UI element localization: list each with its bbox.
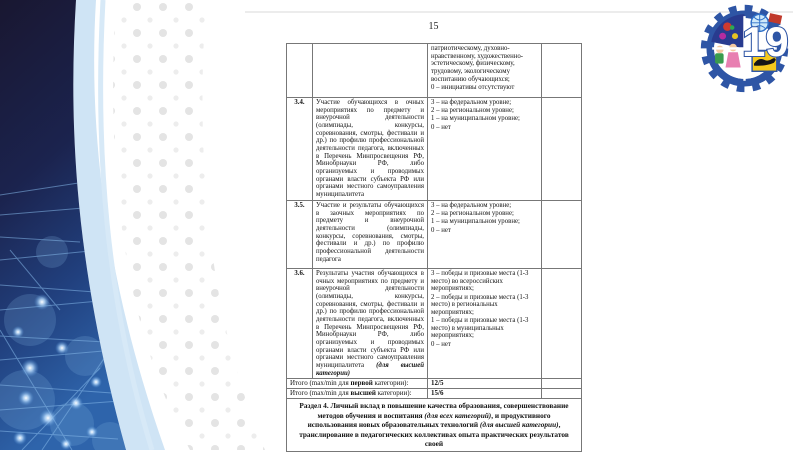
total-label-bold: первой xyxy=(350,379,373,388)
table-row-3-4 xyxy=(287,98,582,201)
section4-text: , и продуктивного использования новых образовательных технологий xyxy=(307,410,551,430)
row-number-cell xyxy=(287,44,313,98)
score-text: 0 – инициативы отсутствуют xyxy=(431,83,515,91)
score-text: 2 – на региональном уровне; xyxy=(431,107,514,115)
total-label-bold: высшей xyxy=(350,389,376,398)
school-gear-logo xyxy=(697,2,792,94)
score-text: 0 – нет xyxy=(431,226,451,234)
section4-title xyxy=(287,399,582,451)
score-cell xyxy=(428,201,542,269)
total-label-cell xyxy=(287,379,428,389)
row-number-cell: 3.6. xyxy=(287,269,313,379)
mark-cell xyxy=(542,201,582,269)
svg-text:19: 19 xyxy=(742,18,789,66)
section4-text: Раздел 4. Личный вклад в повышение качества образования, совершенствование методов обучения и воспитания xyxy=(299,401,569,420)
mark-cell xyxy=(542,98,582,201)
total-label-cell xyxy=(287,389,428,399)
score-text: 0 – нет xyxy=(431,340,451,348)
table-row-3-6 xyxy=(287,269,582,379)
criteria-cell: Участие обучающихся в очных мероприятиях по предмету и внеурочной деятельности (олимпиады, конкурсы, соревнования, смотры, фестивали и др.) по профилю профессиональной деятельности педагога, включенных в Перечень Минпросвещения РФ, Минобрнауки РФ, либо организуемых и проводимых органами власти субъекта РФ или органами местного самоуправления муниципалитета xyxy=(313,98,428,201)
section4-text: , транслирование в педагогических коллективах опыта практических результатов своей xyxy=(299,420,569,449)
score-cell xyxy=(428,269,542,379)
mark-cell xyxy=(542,379,582,389)
score-text: 2 – на региональном уровне; xyxy=(431,210,514,218)
gear-logo-icon xyxy=(697,2,792,94)
total-label-suffix: категории): xyxy=(372,379,409,388)
row-number-cell: 3.4. xyxy=(287,98,313,201)
total-value: 15/6 xyxy=(428,389,542,399)
slide-left-decoration xyxy=(0,0,280,450)
section4-header-row xyxy=(287,399,582,451)
criteria-cell: Участие и результаты обучающихся в заочных мероприятиях по предмету и внеурочной деятельности (олимпиады, конкурсы, соревнования, смотры, фестивали и др.) по профилю профессиональной деятельности педагога xyxy=(313,201,428,269)
table-row-continuation xyxy=(287,44,582,98)
score-text: патриотическому, духовно-нравственному, художественно-эстетическому, физическому, трудовому, экологическому воспитанию обучающихся; xyxy=(431,45,524,83)
score-text: 3 – на федеральном уровне; xyxy=(431,202,512,209)
total-value: 12/5 xyxy=(428,379,542,389)
page-number: 15 xyxy=(428,21,439,32)
score-text: 2 – победы и призовые места (1-3 место) в региональных мероприятиях; xyxy=(431,293,529,316)
mark-cell xyxy=(542,44,582,98)
criteria-category-note: (для высшей категории) xyxy=(316,362,424,377)
criteria-table xyxy=(286,43,582,452)
criteria-text: Результаты участия обучающихся в очных мероприятиях по предмету и внеурочной деятельности (олимпиады, конкурсы, соревнования, смотры, фестивали и др.) по профилю профессиональной деятельности педагога, включенных в Перечень Минпросвещения РФ, Минобрнауки РФ, либо организуемых и проводимых органами власти субъекта РФ или органами местного самоуправления муниципалитета xyxy=(316,270,424,370)
row-number-cell: 3.5. xyxy=(287,201,313,269)
score-text: 0 – нет xyxy=(431,123,451,131)
section4-italic: (для всех категорий) xyxy=(424,410,492,420)
table-row-3-5 xyxy=(287,201,582,269)
score-cell xyxy=(428,98,542,201)
score-text: 3 – на федеральном уровне; xyxy=(431,99,512,106)
score-cell xyxy=(428,44,542,98)
score-text: 3 – победы и призовые места (1-3 место) во всероссийских мероприятиях; xyxy=(431,270,529,293)
total-row-first-category xyxy=(287,379,582,389)
total-label-suffix: категории): xyxy=(375,389,412,398)
mark-cell xyxy=(542,269,582,379)
total-label: Итого (max/min для xyxy=(290,379,351,388)
score-text: 1 – победы и призовые места (1-3 место) в муниципальных мероприятиях; xyxy=(431,317,529,340)
total-label: Итого (max/min для xyxy=(290,389,351,398)
section4-italic: (для высшей категории) xyxy=(479,420,559,430)
criteria-cell xyxy=(313,269,428,379)
score-text: 1 – на муниципальном уровне; xyxy=(431,115,520,123)
criteria-cell xyxy=(313,44,428,98)
score-text: 1 – на муниципальном уровне; xyxy=(431,218,520,226)
mark-cell xyxy=(542,389,582,399)
total-row-highest-category xyxy=(287,389,582,399)
